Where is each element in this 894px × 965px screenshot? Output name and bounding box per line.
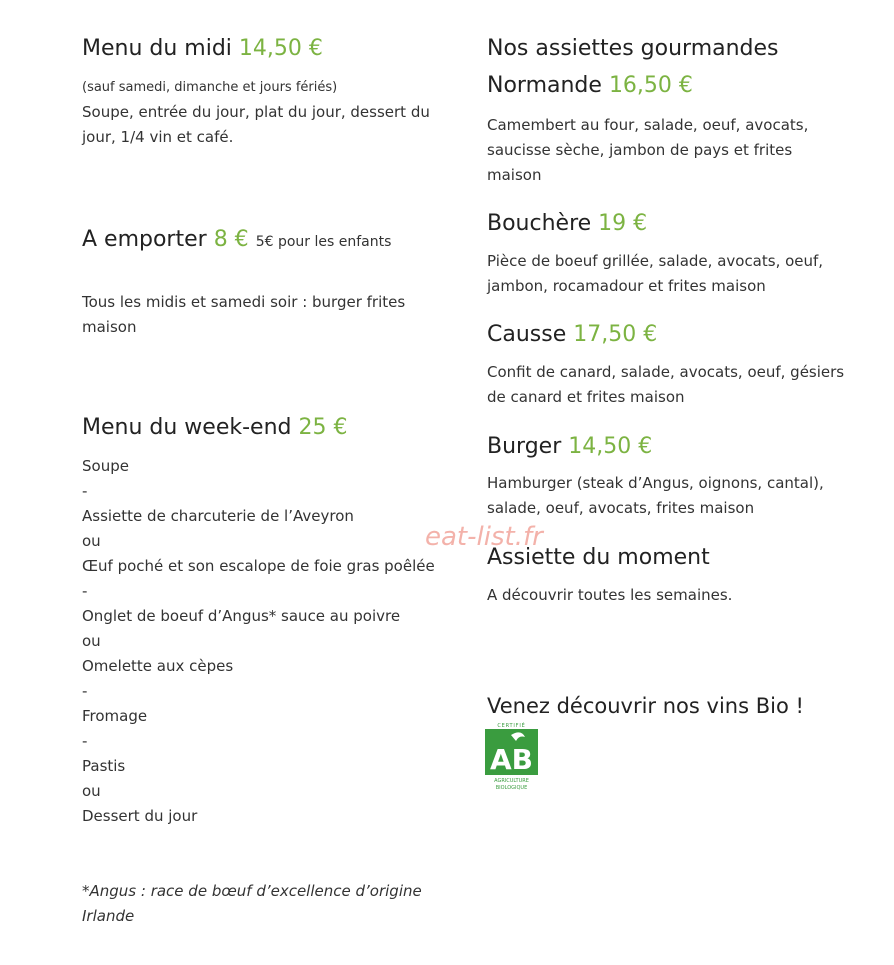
weekend-price: 25 € (298, 415, 348, 440)
item-normande-title (487, 73, 693, 99)
item-moment-desc: A découvrir toutes les semaines. (487, 586, 733, 604)
weekend-line: ou (82, 782, 101, 800)
watermark: eat-list.fr (425, 522, 543, 552)
ab-certified-logo-icon (485, 721, 538, 793)
emporter-kids-price: 5€ pour les enfants (255, 234, 392, 250)
weekend-line: Dessert du jour (82, 807, 198, 825)
item-causse-desc: Confit de canard, salade, avocats, oeuf, gésiers de canard et frites maison (487, 363, 845, 406)
weekend-line: ou (82, 532, 101, 550)
item-price: 19 € (598, 211, 648, 236)
item-price: 16,50 € (608, 73, 693, 98)
weekend-line: Œuf poché et son escalope de foie gras poêlée (82, 557, 435, 575)
weekend-line: Pastis (82, 757, 126, 775)
item-price: 17,50 € (573, 322, 658, 347)
logo-bottom-text-1: AGRICULTURE (494, 778, 529, 784)
item-label: Bouchère (487, 211, 592, 236)
item-normande-desc: Camembert au four, salade, oeuf, avocats, saucisse sèche, jambon de pays et frites maison (487, 116, 809, 184)
logo-letters: AB (489, 743, 534, 776)
weekend-line: - (82, 582, 88, 600)
weekend-menu-list (82, 454, 462, 829)
weekend-title (82, 415, 347, 441)
logo-bottom-text-2: BIOLOGIQUE (495, 785, 528, 791)
item-label: Assiette du moment (487, 545, 710, 570)
emporter-title (82, 227, 391, 253)
weekend-line: ou (82, 632, 101, 650)
weekend-line: Omelette aux cèpes (82, 657, 234, 675)
item-label: Causse (487, 322, 567, 347)
item-bouchere-title (487, 211, 647, 237)
vins-bio-heading: Venez découvrir nos vins Bio ! (487, 694, 804, 718)
weekend-line: Fromage (82, 707, 148, 725)
item-price: 14,50 € (568, 434, 653, 459)
weekend-line: Onglet de boeuf d’Angus* sauce au poivre (82, 607, 401, 625)
emporter-price: 8 € (213, 227, 249, 252)
menu-midi-note: (sauf samedi, dimanche et jours fériés) (82, 80, 338, 95)
item-bouchere-desc: Pièce de boeuf grillée, salade, avocats, oeuf, jambon, rocamadour et frites maison (487, 252, 824, 295)
item-burger-desc: Hamburger (steak d’Angus, oignons, cantal), salade, oeuf, avocats, frites maison (487, 474, 824, 517)
menu-midi-title (82, 36, 323, 62)
angus-footnote: *Angus : race de bœuf d’excellence d’origine Irlande (82, 882, 422, 925)
weekend-line: Assiette de charcuterie de l’Aveyron (82, 507, 354, 525)
item-label: Burger (487, 434, 562, 459)
item-causse-title (487, 322, 657, 348)
menu-midi-label: Menu du midi (82, 36, 232, 61)
assiettes-heading: Nos assiettes gourmandes (487, 36, 779, 61)
item-burger-title (487, 434, 652, 460)
weekend-line: - (82, 482, 88, 500)
item-label: Normande (487, 73, 602, 98)
emporter-desc: Tous les midis et samedi soir : burger frites maison (82, 293, 406, 336)
menu-midi-desc: Soupe, entrée du jour, plat du jour, dessert du jour, 1/4 vin et café. (82, 103, 430, 146)
weekend-label: Menu du week-end (82, 415, 292, 440)
weekend-line: Soupe (82, 457, 129, 475)
emporter-label: A emporter (82, 227, 207, 252)
logo-top-text: CERTIFIÉ (497, 723, 526, 729)
weekend-line: - (82, 682, 88, 700)
menu-midi-price: 14,50 € (238, 36, 323, 61)
weekend-line: - (82, 732, 88, 750)
